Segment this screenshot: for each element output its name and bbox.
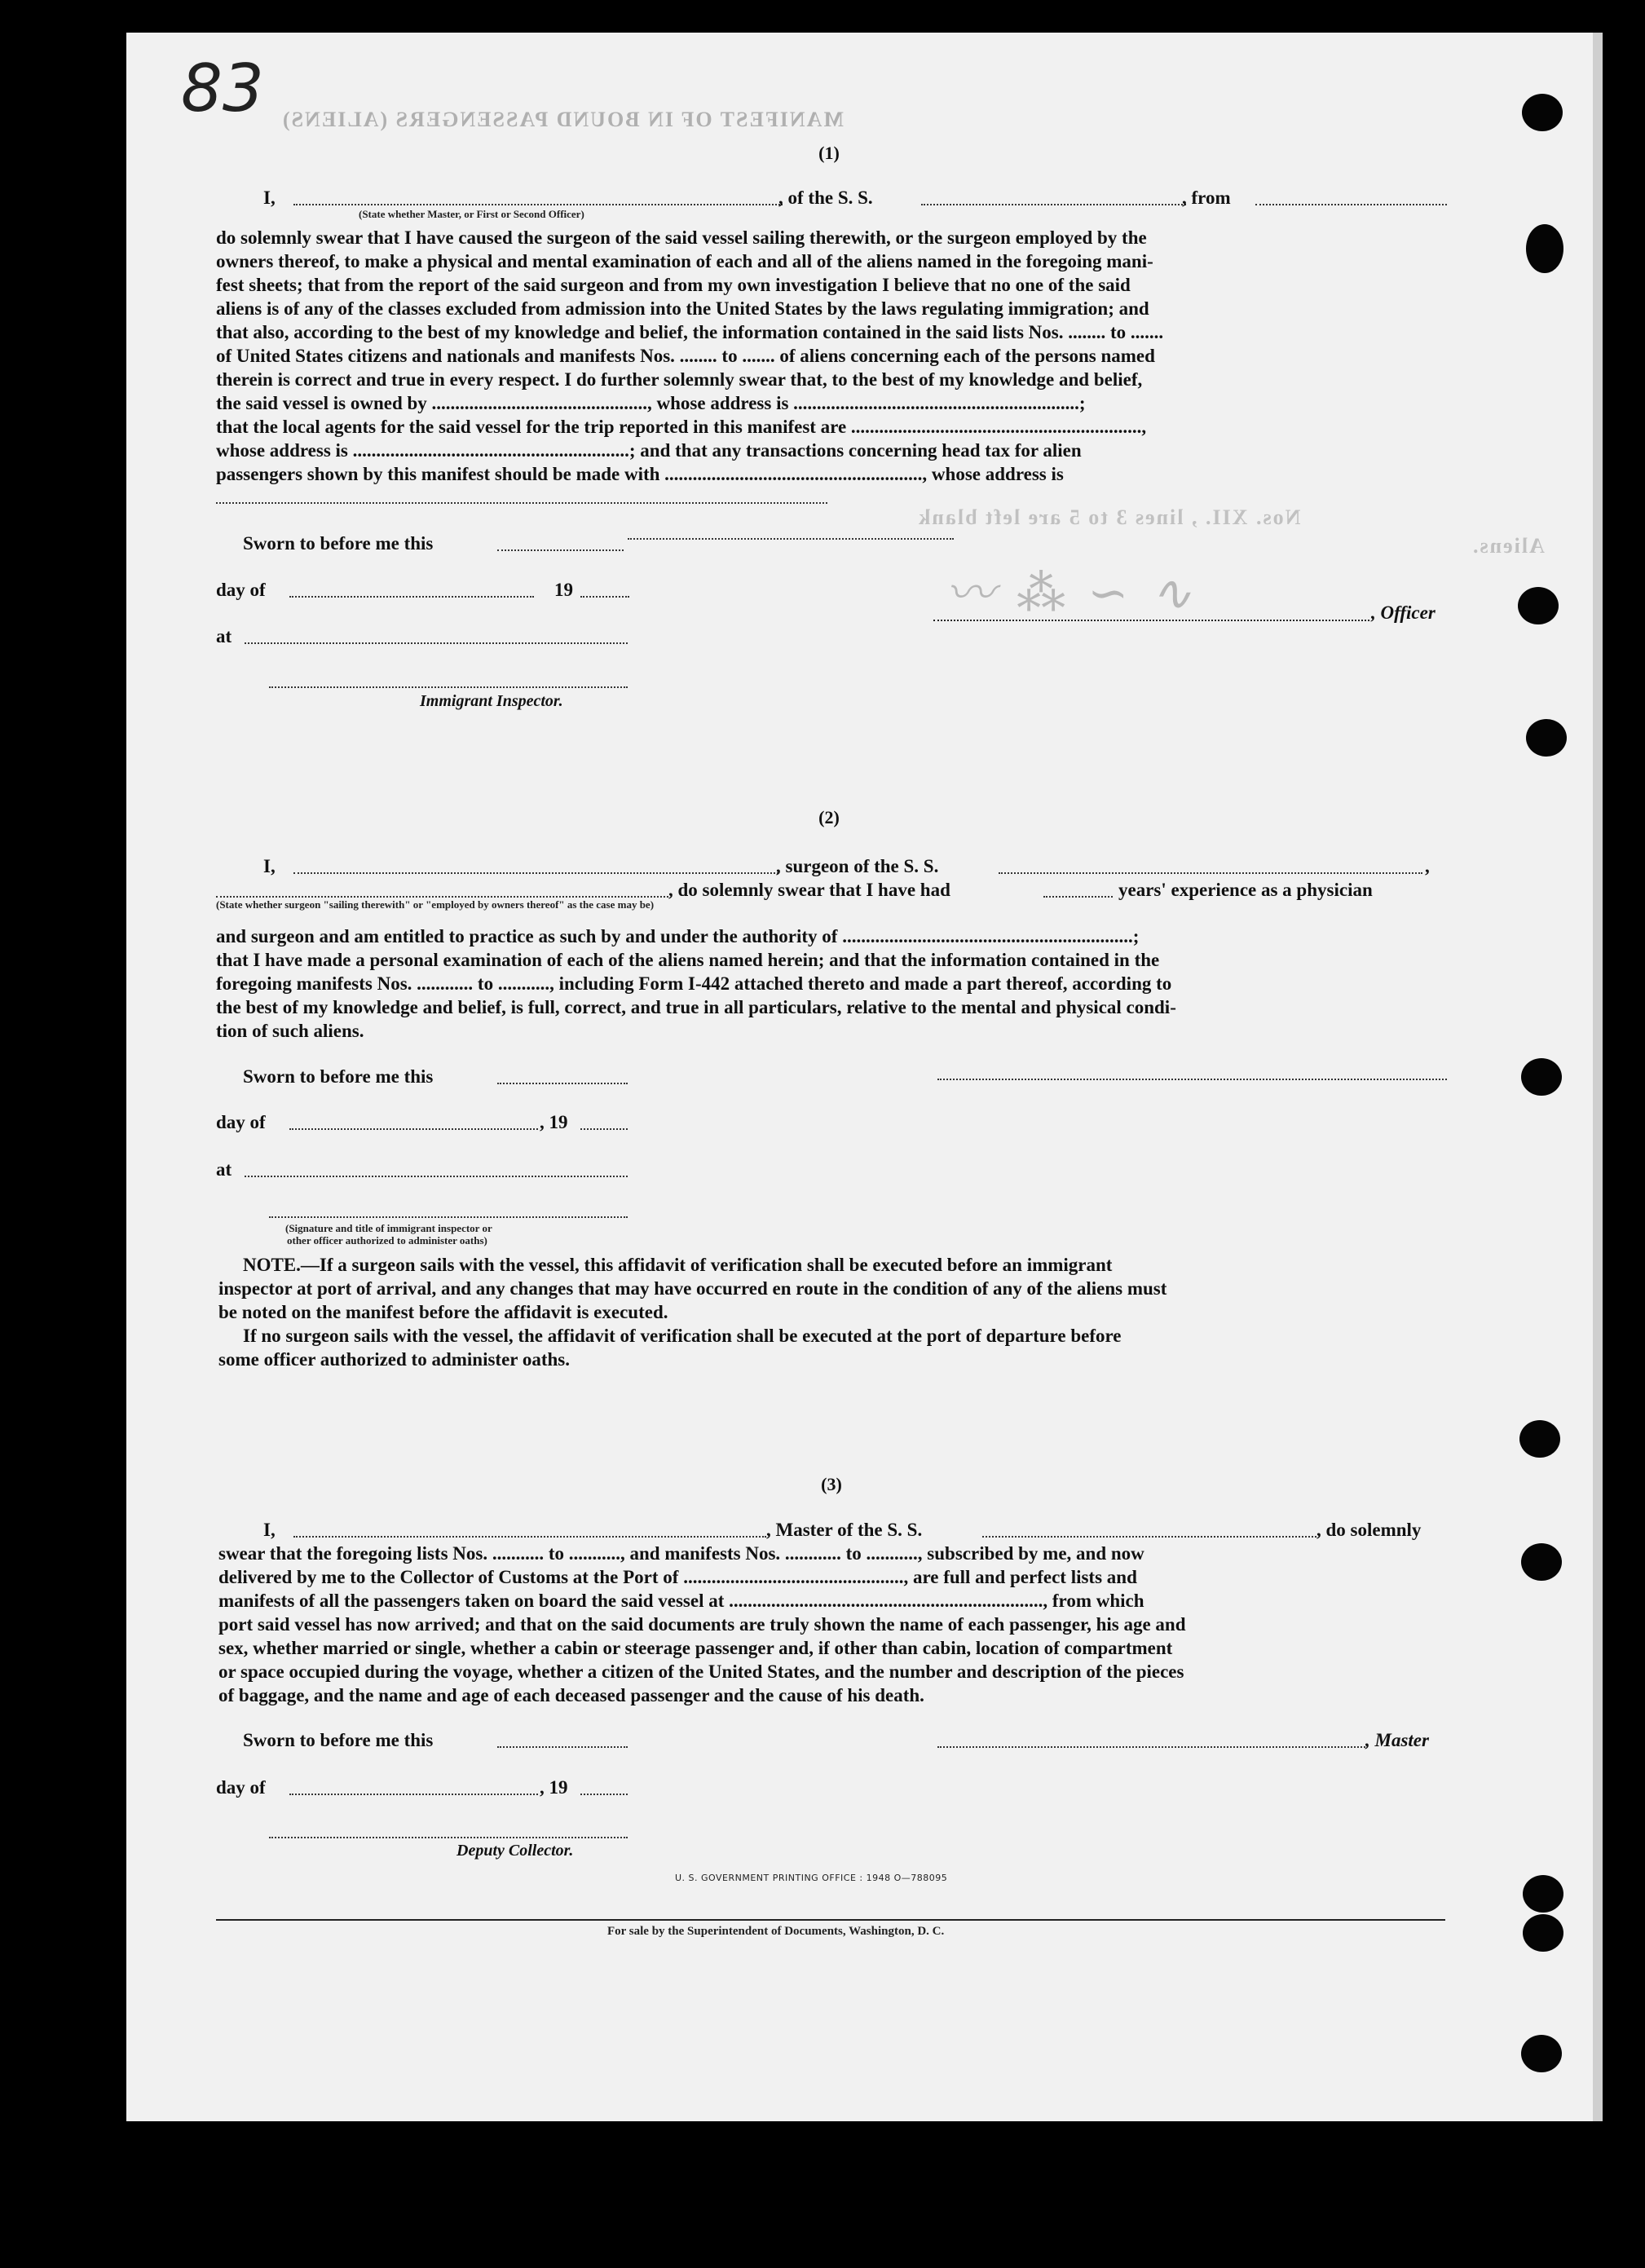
officer-rank-caption: (State whether Master, or First or Second Officer) bbox=[359, 208, 584, 220]
binder-hole bbox=[1521, 1543, 1562, 1581]
day-of-blank bbox=[289, 1128, 538, 1130]
body-line: the said vessel is owned by .............................................., whose address is .............................................................; bbox=[216, 393, 1086, 413]
body-line: that the local agents for the said vessel for the trip reported in this manifest are .............................................................., bbox=[216, 417, 1147, 437]
deputy-signature-line bbox=[269, 1837, 628, 1838]
bleed-through-text: Aliens. bbox=[1471, 534, 1545, 558]
body-line: fest sheets; that from the report of the said surgeon and from my own investigation I believe that no one of the said bbox=[216, 275, 1131, 295]
years-text: years' experience as a physician bbox=[1118, 880, 1373, 900]
body-line: swear that the foregoing lists Nos. ........... to ..........., and manifests Nos. ............ to ..........., subscribed by me, and now bbox=[218, 1543, 1144, 1564]
signature-caption: other officer authorized to administer oaths) bbox=[287, 1234, 487, 1247]
footer-rule bbox=[216, 1919, 1445, 1921]
binder-hole bbox=[1526, 224, 1563, 273]
ship-name-blank bbox=[982, 1536, 1316, 1538]
bleed-through-text: Nos. XII. , lines 3 to 5 are left blank bbox=[917, 505, 1301, 529]
day-of-blank bbox=[289, 1794, 538, 1795]
note-line: be noted on the manifest before the affidavit is executed. bbox=[218, 1302, 668, 1322]
body-line: delivered by me to the Collector of Customs at the Port of ..............................................., are full and perfect lists and bbox=[218, 1567, 1137, 1587]
section-3-number: (3) bbox=[821, 1474, 842, 1494]
year-text: , 19 bbox=[540, 1112, 568, 1132]
sworn-date-blank-ext bbox=[628, 538, 954, 540]
swear-text: , do solemnly swear that I have had bbox=[668, 880, 950, 900]
day-of-text: day of bbox=[216, 1112, 266, 1132]
surgeon-status-caption: (State whether surgeon "sailing therewith" or "employed by owners thereof" as the case may be) bbox=[216, 898, 655, 911]
body-line: owners thereof, to make a physical and mental examination of each and all of the aliens named in the foregoing mani- bbox=[216, 251, 1153, 271]
years-blank bbox=[1043, 896, 1113, 898]
at-text: at bbox=[216, 626, 232, 646]
body-line: port said vessel has now arrived; and that on the said documents are truly shown the name of each passenger, his age and bbox=[218, 1614, 1186, 1635]
text-from: , from bbox=[1182, 188, 1231, 208]
signature-caption: (Signature and title of immigrant inspector or bbox=[285, 1222, 492, 1234]
sworn-text: Sworn to before me this bbox=[243, 1066, 434, 1087]
year-text: , 19 bbox=[540, 1777, 568, 1798]
sworn-date-blank bbox=[497, 1746, 628, 1748]
binder-hole bbox=[1518, 587, 1559, 624]
year-blank bbox=[580, 596, 629, 598]
body-line: do solemnly swear that I have caused the surgeon of the said vessel sailing therewith, or the surgeon employed by the bbox=[216, 227, 1147, 248]
inspector-signature-line bbox=[269, 686, 628, 688]
officer-rank-blank bbox=[293, 204, 783, 205]
surgeon-of-text: , surgeon of the S. S. bbox=[776, 856, 939, 876]
sworn-text: Sworn to before me this bbox=[243, 533, 434, 554]
sale-notice: For sale by the Superintendent of Documents, Washington, D. C. bbox=[607, 1925, 945, 1938]
signature-line bbox=[269, 1216, 628, 1218]
note-line: some officer authorized to administer oaths. bbox=[218, 1349, 570, 1370]
note-line: inspector at port of arrival, and any changes that may have occurred en route in the condition of any of the aliens must bbox=[218, 1278, 1167, 1299]
text-i: I, bbox=[263, 1520, 276, 1540]
body-line: that also, according to the best of my knowledge and belief, the information contained in the said lists Nos. ........ to ....... bbox=[216, 322, 1164, 342]
binder-hole bbox=[1526, 719, 1567, 757]
surgeon-status-blank bbox=[216, 896, 668, 898]
ship-name-blank bbox=[999, 872, 1422, 874]
printer-imprint: U. S. GOVERNMENT PRINTING OFFICE : 1948 O—788095 bbox=[675, 1873, 948, 1883]
master-label: , Master bbox=[1365, 1730, 1429, 1750]
at-blank bbox=[245, 642, 628, 644]
body-line: manifests of all the passengers taken on board the said vessel at ..................................................................., from which bbox=[218, 1591, 1144, 1611]
section-2-number: (2) bbox=[818, 807, 840, 827]
ship-name-blank bbox=[921, 204, 1186, 205]
binder-hole bbox=[1519, 1420, 1560, 1458]
body-line: that I have made a personal examination of each of the aliens named herein; and that the information contained in the bbox=[216, 950, 1160, 970]
body-line: or space occupied during the voyage, whether a citizen of the United States, and the number and description of the pieces bbox=[218, 1661, 1184, 1682]
sworn-date-blank bbox=[497, 1083, 628, 1084]
text-of-ss: , of the S. S. bbox=[778, 188, 873, 208]
body-line: tion of such aliens. bbox=[216, 1021, 364, 1041]
departure-port-blank bbox=[1255, 204, 1447, 205]
master-signature-line bbox=[937, 1746, 1365, 1748]
section-1-number: (1) bbox=[818, 143, 840, 163]
comma: , bbox=[1425, 856, 1430, 876]
binder-hole bbox=[1523, 1875, 1563, 1913]
day-of-text: day of bbox=[216, 1777, 266, 1798]
deputy-collector-label: Deputy Collector. bbox=[456, 1842, 574, 1860]
day-of-blank bbox=[289, 596, 534, 598]
bleed-through-heading: MANIFEST OF IN BOUND PASSENGERS (ALIENS) bbox=[281, 108, 844, 131]
binder-hole bbox=[1523, 1914, 1563, 1952]
surgeon-name-blank bbox=[293, 872, 778, 874]
body-line: passengers shown by this manifest should be made with ......................................................., whose address is bbox=[216, 464, 1064, 484]
binder-hole bbox=[1521, 2035, 1562, 2072]
faint-signature: 〰 ⁂ ∽ ∿ bbox=[946, 565, 1195, 622]
officer-label: , Officer bbox=[1371, 602, 1436, 623]
surgeon-signature-line bbox=[937, 1079, 1447, 1080]
body-line: foregoing manifests Nos. ............ to ..........., including Form I-442 attached thereto and made a part thereof, according to bbox=[216, 973, 1172, 994]
body-line: whose address is ...........................................................; and that any transactions concerning head tax for alien bbox=[216, 440, 1082, 461]
body-line: of baggage, and the name and age of each deceased passenger and the cause of his death. bbox=[218, 1685, 924, 1705]
at-text: at bbox=[216, 1159, 232, 1180]
do-solemnly-text: , do solemnly bbox=[1316, 1520, 1422, 1540]
body-line: aliens is of any of the classes excluded from admission into the United States by the laws regulating immigration; and bbox=[216, 298, 1149, 319]
note-line: NOTE.—If a surgeon sails with the vessel, this affidavit of verification shall be executed before an immigrant bbox=[243, 1255, 1113, 1275]
body-line: therein is correct and true in every respect. I do further solemnly swear that, to the best of my knowledge and belief, bbox=[216, 369, 1143, 390]
immigrant-inspector-label: Immigrant Inspector. bbox=[420, 692, 563, 710]
note-line: If no surgeon sails with the vessel, the affidavit of verification shall be executed at the port of departure before bbox=[243, 1326, 1122, 1346]
body-line: of United States citizens and nationals and manifests Nos. ........ to ....... of aliens concerning each of the persons named bbox=[216, 346, 1155, 366]
sworn-text: Sworn to before me this bbox=[243, 1730, 434, 1750]
at-blank bbox=[245, 1176, 628, 1177]
day-of-text: day of bbox=[216, 580, 266, 600]
year-blank bbox=[580, 1128, 628, 1130]
binder-hole bbox=[1522, 94, 1563, 131]
handwritten-page-number: 83 bbox=[181, 51, 264, 126]
text-i: I, bbox=[263, 188, 276, 208]
sworn-date-blank bbox=[497, 549, 624, 551]
text-i: I, bbox=[263, 856, 276, 876]
master-of-text: , Master of the S. S. bbox=[766, 1520, 923, 1540]
body-line: the best of my knowledge and belief, is full, correct, and true in all particulars, relative to the mental and physical condi- bbox=[216, 997, 1176, 1017]
master-name-blank bbox=[293, 1536, 766, 1538]
year-blank bbox=[580, 1794, 628, 1795]
body-line: and surgeon and am entitled to practice as such by and under the authority of ..............................................................; bbox=[216, 926, 1140, 946]
officer-signature-line bbox=[933, 620, 1369, 621]
year-text: 19 bbox=[554, 580, 573, 600]
address-blank bbox=[216, 502, 827, 504]
page-edge bbox=[1593, 33, 1603, 2121]
binder-hole bbox=[1521, 1058, 1562, 1096]
body-line: sex, whether married or single, whether a cabin or steerage passenger and, if other than cabin, location of compartment bbox=[218, 1638, 1173, 1658]
